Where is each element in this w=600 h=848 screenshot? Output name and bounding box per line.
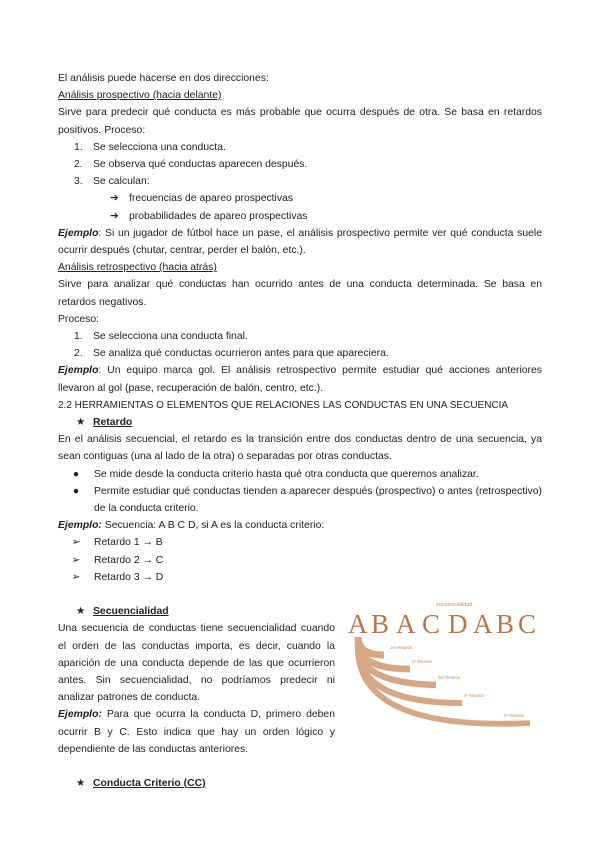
intro-text: El análisis puede hacerse en dos direcciones: bbox=[58, 73, 269, 84]
retrospectivo-heading: Análisis retrospectivo (hacia atrás) bbox=[58, 262, 217, 274]
list-item: ● Se mide desde la conducta criterio hasta qué otra conducta que queremos analizar. bbox=[58, 466, 542, 483]
retrospectivo-example: Ejemplo: Un equipo marca gol. El análisis retrospectivo permite estudiar qué acciones anteriores llevaron al gol (pase, recuperación de balón, centro, etc.). bbox=[58, 365, 542, 394]
list-item: ● Permite estudiar qué conductas tienden a aparecer después (prospectivo) o antes (retrospectivo) de la conducta criterio. bbox=[58, 483, 542, 517]
proceso-label: Proceso: bbox=[58, 313, 100, 325]
star-icon: ★ bbox=[76, 606, 86, 618]
arrow-icon: ➔ bbox=[110, 210, 119, 222]
secuencialidad-description: Una secuencia de conductas tiene secuencialidad cuando el orden de las conductas importa, es decir, cuando la aparición de una conducta depende de las que ocurrieron antes. Sin secuencialidad, no podríamos predecir ni analizar patrones de conducta. bbox=[58, 623, 335, 704]
section-title: 2.2 HERRAMIENTAS O ELEMENTOS QUE RELACIONES LAS CONDUCTAS EN UNA SECUENCIA bbox=[58, 399, 509, 411]
sequence-lag-figure bbox=[344, 597, 542, 735]
cc-heading-row bbox=[58, 775, 542, 792]
list-item: 3. Se calculan: bbox=[74, 176, 150, 188]
list-item: ➢ Retardo 3 → D bbox=[58, 569, 542, 586]
sequence-letter: D bbox=[448, 609, 468, 640]
retardo-example: Ejemplo: Secuencia: A B C D, si A es la conducta criterio: bbox=[58, 520, 325, 532]
retardo-heading: Retardo bbox=[93, 417, 133, 429]
sequence-letter: A bbox=[348, 609, 368, 640]
triangle-arrow-icon: ➢ bbox=[71, 554, 81, 566]
retrospectivo-description: Sirve para analizar qué conductas han ocurrido antes de una conducta determinada. Se basa en retardos negativos. bbox=[58, 279, 542, 308]
prospectivo-heading: Análisis prospectivo (hacia delante) bbox=[58, 90, 222, 102]
retardo-description: En el análisis secuencial, el retardo es la transición entre dos conductas dentro de una secuencia, ya sean contiguas (una al lado de la otra) o separadas por otras conductas. bbox=[58, 434, 542, 463]
secuencialidad-heading-row bbox=[58, 603, 335, 620]
prospectivo-description: Sirve para predecir qué conducta es más probable que ocurra después de otra. Se basa en retardos positivos. Proceso: bbox=[58, 107, 542, 136]
lag-label: 2º Retardo bbox=[412, 659, 432, 665]
lag-label: 1er Retardo bbox=[390, 645, 413, 651]
secuencialidad-example: Ejemplo: Para que ocurra la conducta D, primero deben ocurrir B y C. Esto indica que hay un orden lógico y dependiente de las conductas anteriores. bbox=[58, 709, 335, 755]
sequence-letter: A bbox=[473, 609, 493, 640]
prospectivo-example: Ejemplo: Si un jugador de fútbol hace un pase, el análisis prospectivo permite ver qué conducta suele ocurrir después (chutar, centrar, perder el balón, etc.). bbox=[58, 227, 542, 257]
document-page bbox=[58, 70, 542, 792]
list-item: 2. Se observa qué conductas aparecen después. bbox=[74, 159, 308, 171]
list-item: ➔ probabilidades de apareo prospectivas bbox=[58, 208, 542, 225]
lag-label: 4º Retardo bbox=[464, 693, 484, 699]
retardo-heading-row bbox=[58, 414, 542, 431]
list-item: ➢ Retardo 1 → B bbox=[58, 534, 542, 551]
list-item: 1. Se selecciona una conducta. bbox=[74, 141, 226, 153]
figure-caption: secuencialidad bbox=[436, 602, 473, 609]
secuencialidad-block bbox=[58, 603, 542, 758]
sequence-letter: B bbox=[371, 609, 390, 640]
list-item: ➢ Retardo 2 → C bbox=[58, 552, 542, 569]
bullet-icon: ● bbox=[72, 468, 80, 480]
secuencialidad-heading: Secuencialidad bbox=[93, 606, 169, 618]
list-item: 1. Se selecciona una conducta final. bbox=[74, 331, 248, 343]
triangle-arrow-icon: ➢ bbox=[71, 537, 81, 549]
bullet-icon: ● bbox=[72, 485, 80, 497]
arrow-icon: ➔ bbox=[110, 193, 119, 205]
star-icon: ★ bbox=[76, 417, 86, 429]
sequence-letter: C bbox=[518, 609, 537, 640]
lag-label: nº Retardo bbox=[504, 713, 524, 719]
sequence-letter: C bbox=[422, 609, 441, 640]
sequence-letter: A bbox=[396, 609, 416, 640]
lag-label: 3er Retardo bbox=[438, 675, 461, 681]
sequence-letter: B bbox=[496, 609, 515, 640]
triangle-arrow-icon: ➢ bbox=[71, 571, 81, 583]
list-item: ➔ frecuencias de apareo prospectivas bbox=[58, 190, 542, 207]
list-item: 2. Se analiza qué conductas ocurrieron antes para que apareciera. bbox=[74, 348, 389, 360]
cc-heading: Conducta Criterio (CC) bbox=[93, 777, 206, 789]
star-icon: ★ bbox=[76, 777, 86, 789]
